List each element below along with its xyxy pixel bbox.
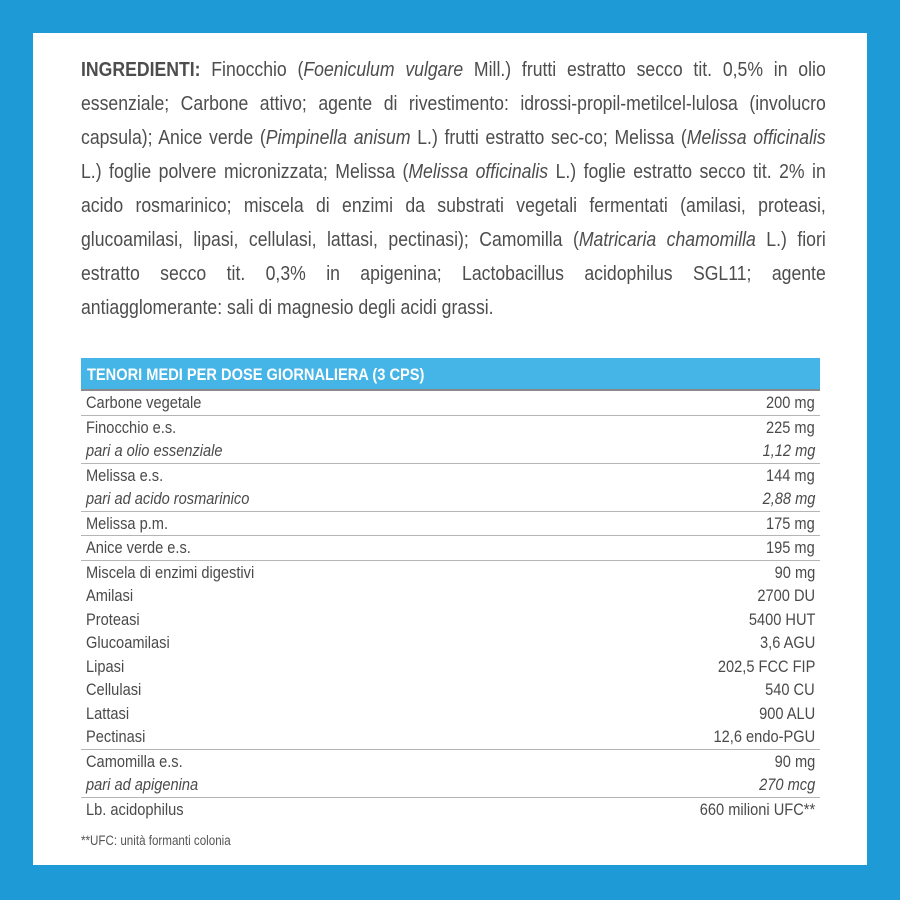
ingredient-botanical-name: Melissa officinalis bbox=[408, 160, 549, 183]
table-row bbox=[81, 608, 820, 632]
table-body bbox=[81, 391, 820, 821]
row-name: Lattasi bbox=[86, 703, 130, 723]
table-group bbox=[81, 416, 820, 464]
ingredient-botanical-name: Melissa officinalis bbox=[686, 126, 826, 149]
table-row bbox=[81, 798, 820, 822]
table-row bbox=[81, 464, 820, 488]
row-name: Lipasi bbox=[86, 656, 125, 676]
table-row bbox=[81, 391, 820, 415]
row-name: Cellulasi bbox=[86, 680, 142, 699]
row-value: 2,88 mg bbox=[762, 489, 815, 508]
table-row bbox=[81, 631, 820, 655]
row-name: pari a olio essenziale bbox=[86, 441, 223, 460]
row-value: 900 ALU bbox=[758, 703, 815, 723]
row-value: 660 milioni UFC** bbox=[699, 799, 815, 819]
row-value: 270 mcg bbox=[758, 775, 815, 794]
table-row bbox=[81, 773, 820, 797]
ingredient-botanical-name: Pimpinella anisum bbox=[265, 126, 411, 149]
row-value: 200 mg bbox=[766, 393, 815, 412]
table-header-label: TENORI MEDI PER DOSE GIORNALIERA (3 CPS) bbox=[87, 365, 425, 384]
table-row bbox=[81, 561, 820, 585]
table-group bbox=[81, 536, 820, 561]
table-group bbox=[81, 464, 820, 512]
table-row bbox=[81, 416, 820, 440]
row-value: 3,6 AGU bbox=[759, 633, 815, 652]
table-row bbox=[81, 678, 820, 702]
ingredient-text: L.) foglie estratto secco tit. 2% in acido rosmarinico; miscela di enzimi da substrati vegetali fermentati (amilasi, proteasi, glucoamilasi, lipasi, cellulasi, lattasi, pectinasi); Camomilla ( bbox=[81, 160, 826, 251]
ingredients-heading: INGREDIENTI: bbox=[81, 58, 201, 81]
table-row bbox=[81, 584, 820, 608]
table-row bbox=[81, 725, 820, 749]
label-panel bbox=[33, 33, 867, 865]
table-group bbox=[81, 391, 820, 416]
ingredient-botanical-name: Foeniculum vulgare bbox=[303, 58, 464, 81]
row-value: 5400 HUT bbox=[748, 609, 815, 629]
row-name: Melissa p.m. bbox=[86, 513, 169, 533]
table-row bbox=[81, 702, 820, 726]
ingredients-list bbox=[81, 58, 826, 319]
ingredient-text: L.) foglie polvere micronizzata; Melissa ( bbox=[81, 160, 409, 183]
row-name: Miscela di enzimi digestivi bbox=[86, 562, 255, 582]
nutrition-table bbox=[81, 358, 820, 850]
row-value: 144 mg bbox=[766, 465, 815, 485]
row-value: 12,6 endo-PGU bbox=[713, 727, 815, 746]
row-name: Finocchio e.s. bbox=[86, 417, 177, 437]
row-name: Pectinasi bbox=[86, 727, 146, 746]
row-name: pari ad apigenina bbox=[86, 775, 199, 794]
ingredient-botanical-name: Matricaria chamomilla bbox=[578, 228, 756, 251]
row-value: 1,12 mg bbox=[762, 441, 815, 460]
table-group bbox=[81, 750, 820, 798]
table-header bbox=[81, 358, 820, 391]
row-value: 175 mg bbox=[766, 513, 815, 533]
table-group bbox=[81, 798, 820, 822]
row-value: 202,5 FCC FIP bbox=[717, 656, 815, 676]
row-value: 2700 DU bbox=[757, 586, 815, 605]
row-name: Camomilla e.s. bbox=[86, 751, 183, 771]
table-row bbox=[81, 487, 820, 511]
ingredient-text: Mill.) frutti estratto secco tit. 0,5% in olio essenziale; Carbone attivo; agente di rivestimento: idrossi-propil-metilcel-lulosa (involucro capsula); Anice verde ( bbox=[81, 58, 826, 149]
row-name: Melissa e.s. bbox=[86, 465, 164, 485]
ingredient-text: L.) frutti estratto sec-co; Melissa ( bbox=[410, 126, 687, 149]
table-row bbox=[81, 536, 820, 560]
ingredient-text: Finocchio ( bbox=[200, 58, 304, 81]
ingredients-text bbox=[81, 53, 826, 325]
row-value: 540 CU bbox=[765, 680, 815, 699]
table-row bbox=[81, 655, 820, 679]
row-name: Amilasi bbox=[86, 586, 134, 605]
table-group bbox=[81, 512, 820, 537]
row-value: 90 mg bbox=[774, 562, 815, 582]
row-name: pari ad acido rosmarinico bbox=[86, 489, 250, 508]
row-value: 225 mg bbox=[766, 417, 815, 437]
row-name: Anice verde e.s. bbox=[86, 538, 191, 557]
row-name: Proteasi bbox=[86, 609, 140, 629]
row-name: Carbone vegetale bbox=[86, 393, 202, 412]
row-value: 90 mg bbox=[774, 751, 815, 771]
table-group bbox=[81, 561, 820, 750]
table-row bbox=[81, 750, 820, 774]
row-value: 195 mg bbox=[766, 538, 815, 557]
row-name: Glucoamilasi bbox=[86, 633, 170, 652]
table-row bbox=[81, 439, 820, 463]
ingredient-text: L.) fiori estratto secco tit. 0,3% in apigenina; Lactobacillus acidophilus SGL11; agente antiagglomerante: sali di magnesio degli acidi grassi. bbox=[81, 228, 826, 319]
table-row bbox=[81, 512, 820, 536]
row-name: Lb. acidophilus bbox=[86, 799, 184, 819]
footnote: **UFC: unità formanti colonia bbox=[81, 833, 231, 848]
